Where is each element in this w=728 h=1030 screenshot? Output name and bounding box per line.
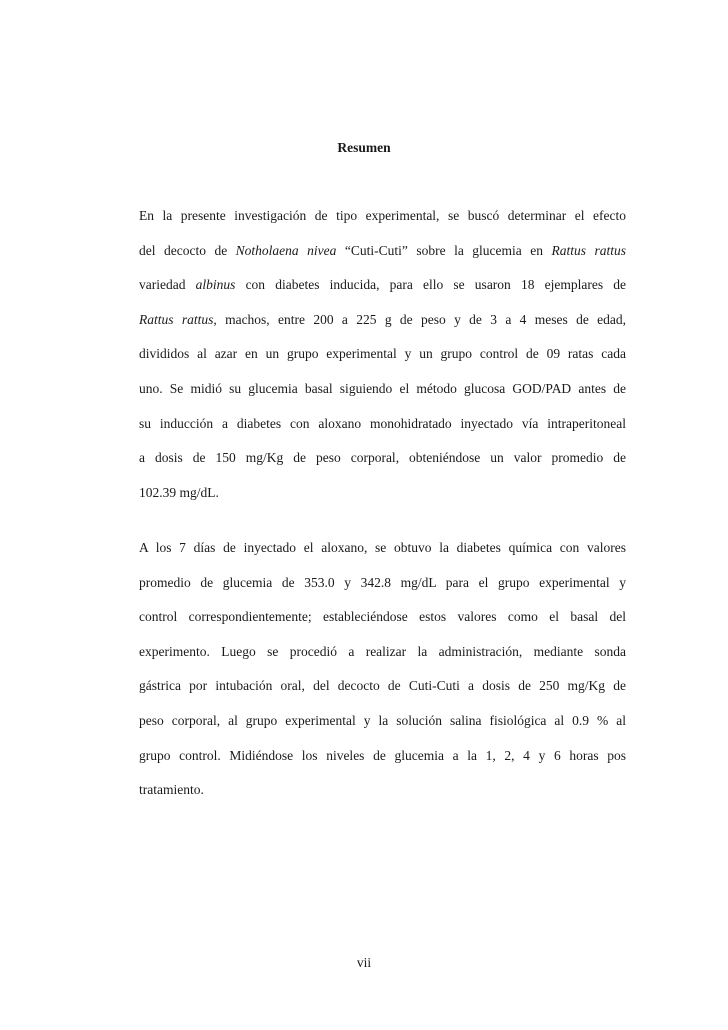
text-line: [139, 303, 626, 338]
text-run: su inducción a diabetes con aloxano monohidratado inyectado vía intraperitoneal: [139, 415, 626, 431]
text-run: experimento. Luego se procedió a realizar la administración, mediante sonda: [139, 643, 626, 659]
page-number: vii: [356, 955, 372, 970]
text-line: [139, 635, 626, 670]
text-line: [139, 739, 626, 774]
text-line: [139, 199, 626, 234]
text-line: [139, 669, 626, 704]
text-run: tratamiento.: [139, 782, 204, 798]
text-line: [139, 268, 626, 303]
text-run: , machos, entre 200 a 225 g de peso y de 3 a 4 meses de edad,: [213, 311, 627, 327]
text-line: [139, 531, 626, 566]
text-line: [139, 566, 626, 601]
text-run: promedio de glucemia de 353.0 y 342.8 mg/dL para el grupo experimental y: [139, 574, 626, 590]
text-line: [139, 600, 626, 635]
italic-term: albinus: [195, 277, 236, 293]
text-run: peso corporal, al grupo experimental y la solución salina fisiológica al 0.9 % al: [139, 712, 626, 728]
text-run: 102.39 mg/dL.: [139, 484, 219, 500]
text-line: [139, 372, 626, 407]
text-run: control correspondientemente; estableciéndose estos valores como el basal del: [139, 609, 626, 625]
italic-term: Notholaena nivea: [235, 242, 337, 258]
text-run: grupo control. Midiéndose los niveles de glucemia a la 1, 2, 4 y 6 horas pos: [139, 747, 626, 763]
text-run: A los 7 días de inyectado el aloxano, se obtuvo la diabetes química con valores: [139, 540, 626, 555]
text-run: con diabetes inducida, para ello se usaron 18 ejemplares de: [235, 277, 626, 293]
italic-term: Rattus rattus: [139, 311, 214, 327]
text-line: [139, 441, 626, 476]
text-line: [139, 773, 626, 808]
text-run: “Cuti-Cuti” sobre la glucemia en: [336, 242, 552, 258]
text-line: [139, 234, 626, 269]
page-title: Resumen: [337, 140, 391, 155]
text-line: [139, 337, 626, 372]
text-run: del decocto de: [139, 242, 236, 258]
text-line: [139, 407, 626, 442]
text-run: variedad: [139, 277, 196, 293]
text-run: En la presente investigación de tipo experimental, se buscó determinar el efecto: [139, 208, 626, 223]
text-run: uno. Se midió su glucemia basal siguiendo el método glucosa GOD/PAD antes de: [139, 380, 626, 396]
abstract-paragraph-2: [139, 531, 626, 808]
text-run: gástrica por intubación oral, del decocto de Cuti-Cuti a dosis de 250 mg/Kg de: [139, 678, 626, 694]
text-run: divididos al azar en un grupo experimental y un grupo control de 09 ratas cada: [139, 346, 626, 362]
italic-term: Rattus rattus: [551, 242, 626, 258]
text-line: [139, 476, 626, 511]
text-line: [139, 704, 626, 739]
text-run: a dosis de 150 mg/Kg de peso corporal, obteniéndose un valor promedio de: [139, 450, 626, 466]
abstract-paragraph-1: [139, 199, 626, 510]
